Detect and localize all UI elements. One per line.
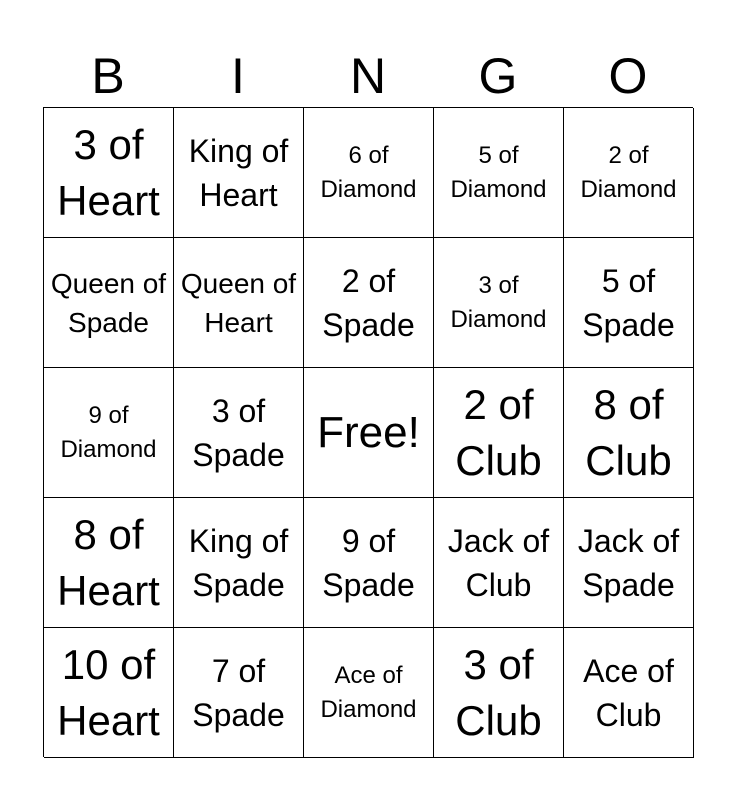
cell-label: Ace of Diamond xyxy=(320,661,417,723)
bingo-cell[interactable] xyxy=(44,368,174,498)
bingo-cell[interactable] xyxy=(174,368,304,498)
free-space-label: Free! xyxy=(317,407,420,457)
cell-label: Ace of Club xyxy=(583,652,674,733)
bingo-cell[interactable] xyxy=(434,238,564,368)
cell-label: 5 of Spade xyxy=(582,262,675,343)
cell-label: 9 of Spade xyxy=(322,522,415,603)
bingo-header xyxy=(43,44,693,108)
cell-label: 3 of Club xyxy=(455,640,542,744)
bingo-cell[interactable] xyxy=(44,238,174,368)
cell-label: 5 of Diamond xyxy=(450,141,547,203)
bingo-cell[interactable] xyxy=(304,628,434,758)
bingo-cell[interactable] xyxy=(434,368,564,498)
cell-label: Jack of Club xyxy=(447,522,550,603)
cell-label: 3 of Heart xyxy=(57,120,160,224)
bingo-cell[interactable] xyxy=(174,628,304,758)
header-letter-o: O xyxy=(608,48,648,104)
cell-label: 6 of Diamond xyxy=(320,141,417,203)
cell-label: 2 of Spade xyxy=(322,262,415,343)
cell-label: 2 of Diamond xyxy=(580,141,677,203)
bingo-cell[interactable] xyxy=(44,108,174,238)
bingo-board xyxy=(43,107,693,757)
cell-label: King of Spade xyxy=(188,522,289,603)
cell-label: 7 of Spade xyxy=(192,652,285,733)
bingo-cell[interactable] xyxy=(564,108,694,238)
bingo-cell[interactable] xyxy=(174,238,304,368)
bingo-cell[interactable] xyxy=(434,108,564,238)
bingo-cell[interactable] xyxy=(44,498,174,628)
bingo-cell[interactable] xyxy=(564,238,694,368)
bingo-cell[interactable] xyxy=(44,628,174,758)
bingo-cell[interactable] xyxy=(174,108,304,238)
bingo-cell[interactable] xyxy=(304,238,434,368)
free-space-cell[interactable] xyxy=(304,368,434,498)
cell-label: 3 of Diamond xyxy=(450,271,547,333)
cell-label: Queen of Spade xyxy=(50,267,167,338)
header-letter-g: G xyxy=(478,48,518,104)
header-letter-b: B xyxy=(91,48,125,104)
cell-label: 8 of Heart xyxy=(57,510,160,614)
cell-label: 2 of Club xyxy=(455,380,542,484)
cell-label: 3 of Spade xyxy=(192,392,285,473)
bingo-cell[interactable] xyxy=(304,108,434,238)
cell-label: Queen of Heart xyxy=(180,267,297,338)
cell-label: 8 of Club xyxy=(585,380,672,484)
cell-label: 9 of Diamond xyxy=(60,401,157,463)
bingo-cell[interactable] xyxy=(564,498,694,628)
bingo-cell[interactable] xyxy=(434,628,564,758)
bingo-cell[interactable] xyxy=(174,498,304,628)
bingo-cell[interactable] xyxy=(564,368,694,498)
bingo-cell[interactable] xyxy=(564,628,694,758)
cell-label: Jack of Spade xyxy=(577,522,680,603)
cell-label: King of Heart xyxy=(188,132,289,213)
header-letter-i: I xyxy=(231,48,245,104)
bingo-cell[interactable] xyxy=(434,498,564,628)
bingo-cell[interactable] xyxy=(304,498,434,628)
header-letter-n: N xyxy=(349,48,387,104)
cell-label: 10 of Heart xyxy=(57,640,160,744)
